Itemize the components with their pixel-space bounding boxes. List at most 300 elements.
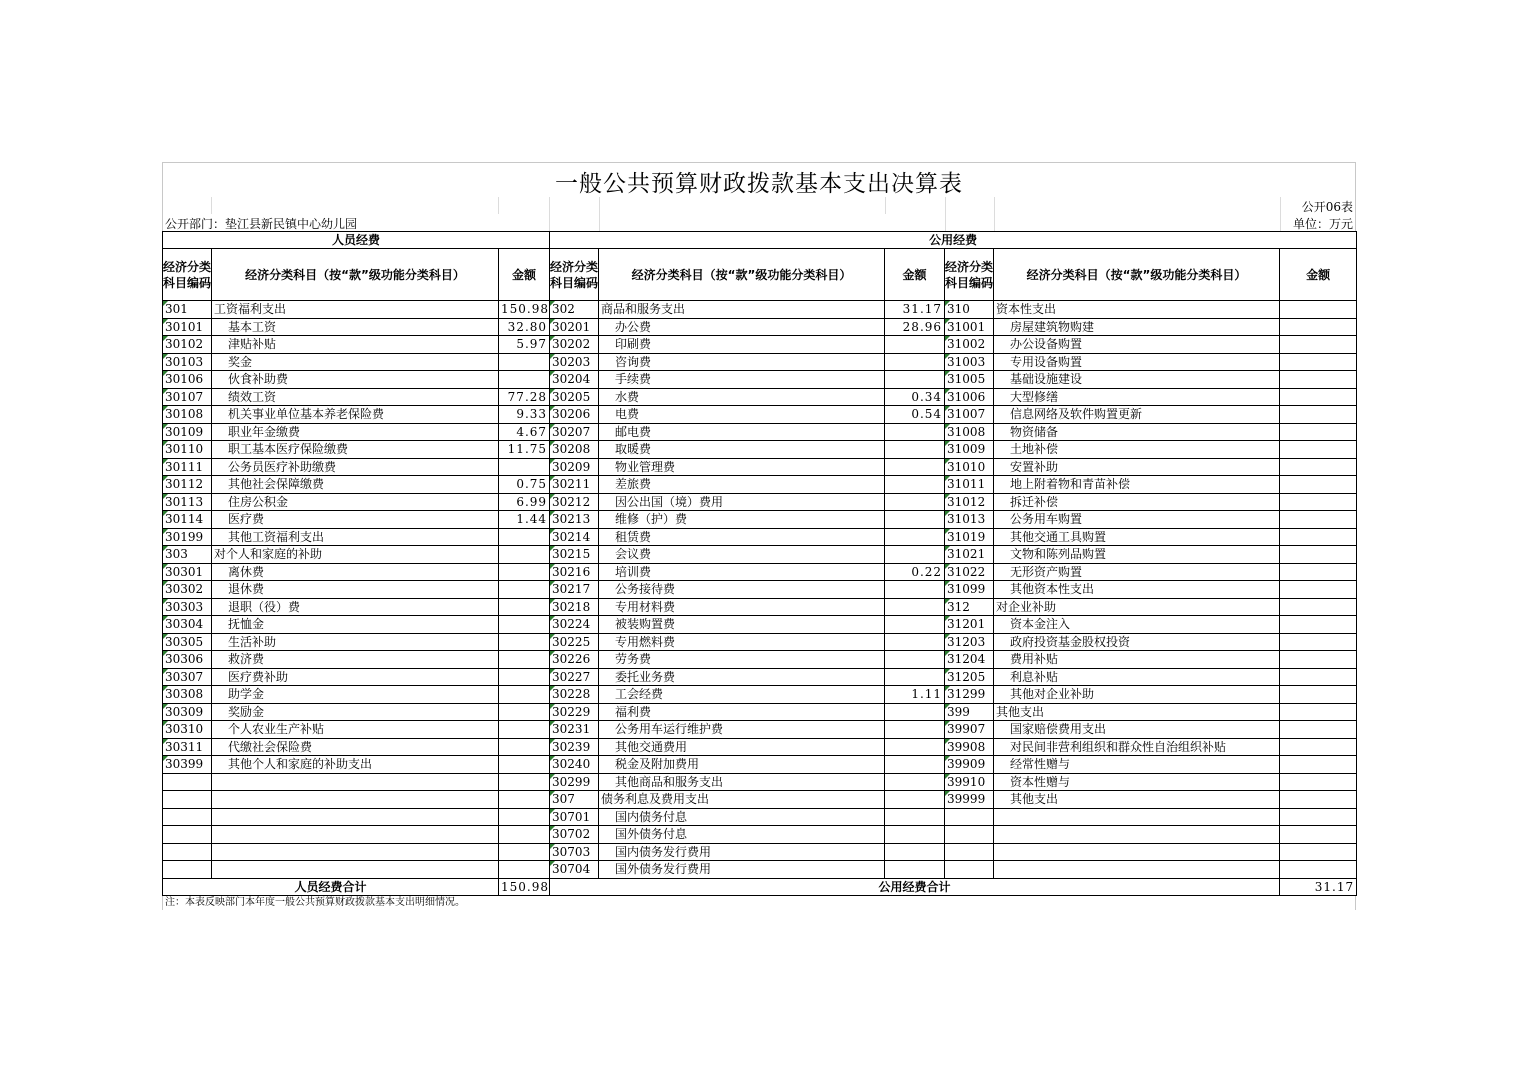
- row-amount: [1280, 301, 1357, 319]
- row-amount: [499, 563, 550, 581]
- col-header-code: 经济分类科目编码: [945, 249, 994, 301]
- row-amount: [499, 703, 550, 721]
- row-code: 30202: [550, 336, 599, 354]
- table-row: [163, 476, 1357, 494]
- col-header-name: 经济分类科目（按“款”级功能分类科目）: [599, 249, 885, 301]
- row-amount: [885, 791, 945, 809]
- unit-label: 单位：万元: [1292, 217, 1353, 231]
- row-item-name: 对个人和家庭的补助: [212, 546, 499, 564]
- row-amount: 9.33: [499, 406, 550, 424]
- row-code: 30114: [163, 511, 212, 529]
- row-amount: [885, 616, 945, 634]
- row-amount: [1280, 458, 1357, 476]
- row-amount: 6.99: [499, 493, 550, 511]
- row-code: 31022: [945, 563, 994, 581]
- row-amount: [1280, 388, 1357, 406]
- row-item-name: 资本性赠与: [994, 773, 1280, 791]
- row-amount: 0.54: [885, 406, 945, 424]
- row-code: [945, 861, 994, 879]
- row-amount: [1280, 441, 1357, 459]
- row-amount: 0.75: [499, 476, 550, 494]
- row-amount: [885, 511, 945, 529]
- row-code: 30306: [163, 651, 212, 669]
- row-item-name: [994, 843, 1280, 861]
- table-row: [163, 721, 1357, 739]
- row-amount: [885, 423, 945, 441]
- row-code: 31205: [945, 668, 994, 686]
- table-number-row: [162, 197, 1356, 214]
- row-item-name: 资本金注入: [994, 616, 1280, 634]
- row-code: 30215: [550, 546, 599, 564]
- row-amount: [1280, 808, 1357, 826]
- row-item-name: 退职（役）费: [212, 598, 499, 616]
- row-code: 31007: [945, 406, 994, 424]
- table-row: [163, 388, 1357, 406]
- row-amount: [885, 861, 945, 879]
- row-item-name: 基础设施建设: [994, 371, 1280, 389]
- row-item-name: [212, 861, 499, 879]
- row-amount: 1.44: [499, 511, 550, 529]
- table-row: [163, 546, 1357, 564]
- row-code: 30214: [550, 528, 599, 546]
- row-item-name: 国外债务发行费用: [599, 861, 885, 879]
- row-code: 39999: [945, 791, 994, 809]
- row-code: 31019: [945, 528, 994, 546]
- row-code: 30227: [550, 668, 599, 686]
- row-amount: [499, 353, 550, 371]
- row-code: 30208: [550, 441, 599, 459]
- row-item-name: 办公费: [599, 318, 885, 336]
- row-item-name: 国内债务付息: [599, 808, 885, 826]
- row-item-name: 救济费: [212, 651, 499, 669]
- row-item-name: 其他社会保障缴费: [212, 476, 499, 494]
- row-amount: [1280, 546, 1357, 564]
- row-amount: [1280, 563, 1357, 581]
- group-header-personnel: 人员经费: [163, 232, 550, 249]
- row-item-name: 津贴补贴: [212, 336, 499, 354]
- row-item-name: 离休费: [212, 563, 499, 581]
- row-item-name: 其他工资福利支出: [212, 528, 499, 546]
- table-row: [163, 441, 1357, 459]
- table-row: [163, 301, 1357, 319]
- row-item-name: 信息网络及软件购置更新: [994, 406, 1280, 424]
- row-amount: 77.28: [499, 388, 550, 406]
- row-item-name: 物资储备: [994, 423, 1280, 441]
- row-amount: [499, 546, 550, 564]
- table-row: [163, 703, 1357, 721]
- row-item-name: 取暖费: [599, 441, 885, 459]
- row-item-name: 利息补贴: [994, 668, 1280, 686]
- row-amount: [885, 721, 945, 739]
- row-amount: [499, 861, 550, 879]
- row-code: 39907: [945, 721, 994, 739]
- row-amount: [1280, 773, 1357, 791]
- col-header-code: 经济分类科目编码: [163, 249, 212, 301]
- row-item-name: 其他交通工具购置: [994, 528, 1280, 546]
- row-amount: [499, 756, 550, 774]
- row-code: [945, 808, 994, 826]
- row-code: 30303: [163, 598, 212, 616]
- row-item-name: 工资福利支出: [212, 301, 499, 319]
- row-amount: [1280, 616, 1357, 634]
- row-amount: [885, 633, 945, 651]
- row-code: 303: [163, 546, 212, 564]
- row-code: 301: [163, 301, 212, 319]
- row-item-name: 维修（护）费: [599, 511, 885, 529]
- row-item-name: 基本工资: [212, 318, 499, 336]
- row-amount: [499, 598, 550, 616]
- table-row: [163, 668, 1357, 686]
- row-code: 31204: [945, 651, 994, 669]
- row-item-name: 政府投资基金股权投资: [994, 633, 1280, 651]
- row-code: 30106: [163, 371, 212, 389]
- row-amount: 31.17: [885, 301, 945, 319]
- row-amount: [499, 791, 550, 809]
- row-amount: [885, 651, 945, 669]
- row-item-name: 福利费: [599, 703, 885, 721]
- row-amount: 28.96: [885, 318, 945, 336]
- row-amount: [499, 808, 550, 826]
- row-item-name: 职工基本医疗保险缴费: [212, 441, 499, 459]
- row-code: 30110: [163, 441, 212, 459]
- row-item-name: 其他支出: [994, 791, 1280, 809]
- row-code: 30229: [550, 703, 599, 721]
- row-amount: [1280, 476, 1357, 494]
- row-code: 30201: [550, 318, 599, 336]
- row-amount: [1280, 633, 1357, 651]
- row-code: 30211: [550, 476, 599, 494]
- table-row: [163, 738, 1357, 756]
- row-code: 31299: [945, 686, 994, 704]
- table-row: [163, 371, 1357, 389]
- row-code: 39908: [945, 738, 994, 756]
- row-item-name: 个人农业生产补贴: [212, 721, 499, 739]
- row-code: 30311: [163, 738, 212, 756]
- row-item-name: 其他交通费用: [599, 738, 885, 756]
- row-code: [163, 843, 212, 861]
- row-item-name: 无形资产购置: [994, 563, 1280, 581]
- row-code: 31006: [945, 388, 994, 406]
- row-code: 30102: [163, 336, 212, 354]
- row-item-name: [212, 826, 499, 844]
- row-item-name: 专用燃料费: [599, 633, 885, 651]
- row-amount: [1280, 843, 1357, 861]
- row-item-name: 抚恤金: [212, 616, 499, 634]
- table-row: [163, 318, 1357, 336]
- row-code: 39909: [945, 756, 994, 774]
- row-amount: [499, 773, 550, 791]
- table-row: [163, 336, 1357, 354]
- table-row: [163, 843, 1357, 861]
- row-amount: 0.34: [885, 388, 945, 406]
- row-item-name: 专用设备购置: [994, 353, 1280, 371]
- row-amount: [885, 738, 945, 756]
- row-code: 30204: [550, 371, 599, 389]
- row-code: 30239: [550, 738, 599, 756]
- row-code: 30224: [550, 616, 599, 634]
- row-amount: [499, 721, 550, 739]
- row-item-name: [994, 826, 1280, 844]
- row-amount: [885, 458, 945, 476]
- row-item-name: 税金及附加费用: [599, 756, 885, 774]
- row-amount: 0.22: [885, 563, 945, 581]
- row-amount: [1280, 721, 1357, 739]
- row-code: 30305: [163, 633, 212, 651]
- row-code: 30231: [550, 721, 599, 739]
- row-code: 30702: [550, 826, 599, 844]
- row-item-name: 退休费: [212, 581, 499, 599]
- row-item-name: 会议费: [599, 546, 885, 564]
- col-header-amount: 金额: [1280, 249, 1357, 301]
- row-amount: [1280, 861, 1357, 879]
- row-item-name: 咨询费: [599, 353, 885, 371]
- row-code: 30218: [550, 598, 599, 616]
- row-item-name: 土地补偿: [994, 441, 1280, 459]
- row-code: 31003: [945, 353, 994, 371]
- row-amount: [885, 703, 945, 721]
- row-code: 30225: [550, 633, 599, 651]
- row-item-name: 安置补助: [994, 458, 1280, 476]
- row-code: 30240: [550, 756, 599, 774]
- row-amount: [1280, 686, 1357, 704]
- table-row: [163, 861, 1357, 879]
- expenditure-table: [162, 231, 1357, 896]
- row-item-name: 其他支出: [994, 703, 1280, 721]
- row-item-name: 国内债务发行费用: [599, 843, 885, 861]
- row-code: 31009: [945, 441, 994, 459]
- row-item-name: 债务利息及费用支出: [599, 791, 885, 809]
- row-code: [163, 826, 212, 844]
- total-public-label: 公用经费合计: [550, 878, 1280, 896]
- row-item-name: 其他个人和家庭的补助支出: [212, 756, 499, 774]
- row-item-name: 国家赔偿费用支出: [994, 721, 1280, 739]
- row-item-name: 绩效工资: [212, 388, 499, 406]
- row-amount: [885, 371, 945, 389]
- row-amount: [499, 651, 550, 669]
- row-code: 30310: [163, 721, 212, 739]
- row-item-name: 资本性支出: [994, 301, 1280, 319]
- row-code: 30213: [550, 511, 599, 529]
- row-code: 30209: [550, 458, 599, 476]
- table-row: [163, 353, 1357, 371]
- row-item-name: 伙食补助费: [212, 371, 499, 389]
- row-item-name: 工会经费: [599, 686, 885, 704]
- row-amount: [499, 738, 550, 756]
- row-amount: [499, 371, 550, 389]
- row-code: 307: [550, 791, 599, 809]
- row-item-name: 差旅费: [599, 476, 885, 494]
- row-item-name: [212, 843, 499, 861]
- row-item-name: 房屋建筑物购建: [994, 318, 1280, 336]
- row-code: 399: [945, 703, 994, 721]
- row-item-name: 奖励金: [212, 703, 499, 721]
- row-code: 30107: [163, 388, 212, 406]
- row-amount: [1280, 528, 1357, 546]
- table-body: [163, 301, 1357, 879]
- table-row: [163, 791, 1357, 809]
- row-amount: [885, 843, 945, 861]
- row-item-name: 商品和服务支出: [599, 301, 885, 319]
- row-code: 30206: [550, 406, 599, 424]
- table-row: [163, 511, 1357, 529]
- row-code: [163, 773, 212, 791]
- row-code: 31021: [945, 546, 994, 564]
- table-row: [163, 686, 1357, 704]
- table-row: [163, 423, 1357, 441]
- table-row: [163, 616, 1357, 634]
- total-personnel-amount: 150.98: [499, 878, 550, 896]
- row-code: 30212: [550, 493, 599, 511]
- row-item-name: 职业年金缴费: [212, 423, 499, 441]
- row-amount: [499, 843, 550, 861]
- row-amount: 150.98: [499, 301, 550, 319]
- row-code: 30701: [550, 808, 599, 826]
- row-code: [945, 826, 994, 844]
- row-item-name: 公务员医疗补助缴费: [212, 458, 499, 476]
- row-code: 312: [945, 598, 994, 616]
- row-item-name: [212, 791, 499, 809]
- row-item-name: 费用补贴: [994, 651, 1280, 669]
- row-code: 30703: [550, 843, 599, 861]
- row-item-name: 因公出国（境）费用: [599, 493, 885, 511]
- row-code: [163, 808, 212, 826]
- table-row: [163, 528, 1357, 546]
- row-item-name: [212, 808, 499, 826]
- row-code: 30299: [550, 773, 599, 791]
- row-amount: [885, 668, 945, 686]
- table-row: [163, 826, 1357, 844]
- row-amount: [1280, 738, 1357, 756]
- row-code: 31099: [945, 581, 994, 599]
- table-number: 公开06表: [1301, 200, 1353, 214]
- row-amount: [1280, 668, 1357, 686]
- table-row: [163, 493, 1357, 511]
- row-code: 310: [945, 301, 994, 319]
- row-item-name: 其他对企业补助: [994, 686, 1280, 704]
- row-amount: 1.11: [885, 686, 945, 704]
- row-amount: [499, 458, 550, 476]
- row-item-name: 被装购置费: [599, 616, 885, 634]
- row-item-name: 公务用车运行维护费: [599, 721, 885, 739]
- row-item-name: 公务接待费: [599, 581, 885, 599]
- row-code: 30704: [550, 861, 599, 879]
- row-code: 31010: [945, 458, 994, 476]
- row-item-name: 国外债务付息: [599, 826, 885, 844]
- row-item-name: 委托业务费: [599, 668, 885, 686]
- table-row: [163, 406, 1357, 424]
- row-code: 30113: [163, 493, 212, 511]
- row-code: 30301: [163, 563, 212, 581]
- row-amount: [1280, 493, 1357, 511]
- table-row: [163, 633, 1357, 651]
- row-amount: [499, 668, 550, 686]
- row-code: 31001: [945, 318, 994, 336]
- row-item-name: 水费: [599, 388, 885, 406]
- row-amount: [499, 633, 550, 651]
- row-item-name: 印刷费: [599, 336, 885, 354]
- row-code: 31012: [945, 493, 994, 511]
- row-code: 30304: [163, 616, 212, 634]
- row-amount: [1280, 791, 1357, 809]
- row-item-name: 物业管理费: [599, 458, 885, 476]
- row-item-name: 邮电费: [599, 423, 885, 441]
- row-item-name: 其他资本性支出: [994, 581, 1280, 599]
- row-item-name: 办公设备购置: [994, 336, 1280, 354]
- row-item-name: [994, 861, 1280, 879]
- row-item-name: 代缴社会保险费: [212, 738, 499, 756]
- group-header-public: 公用经费: [550, 232, 1357, 249]
- row-item-name: 对民间非营利组织和群众性自治组织补贴: [994, 738, 1280, 756]
- row-amount: [1280, 826, 1357, 844]
- table-row: [163, 581, 1357, 599]
- title-row: [162, 162, 1356, 197]
- row-item-name: 文物和陈列品购置: [994, 546, 1280, 564]
- table-row: [163, 651, 1357, 669]
- row-code: 30199: [163, 528, 212, 546]
- row-code: 31002: [945, 336, 994, 354]
- row-amount: [885, 598, 945, 616]
- row-amount: [1280, 423, 1357, 441]
- row-amount: [1280, 511, 1357, 529]
- row-code: 31203: [945, 633, 994, 651]
- row-amount: [1280, 336, 1357, 354]
- row-amount: [1280, 406, 1357, 424]
- row-code: 30108: [163, 406, 212, 424]
- row-code: 31005: [945, 371, 994, 389]
- row-code: 39910: [945, 773, 994, 791]
- row-amount: [499, 686, 550, 704]
- table-row: [163, 458, 1357, 476]
- row-item-name: 培训费: [599, 563, 885, 581]
- row-code: [945, 843, 994, 861]
- row-amount: 4.67: [499, 423, 550, 441]
- row-item-name: 助学金: [212, 686, 499, 704]
- row-item-name: 公务用车购置: [994, 511, 1280, 529]
- row-code: 30203: [550, 353, 599, 371]
- row-amount: 32.80: [499, 318, 550, 336]
- row-amount: [885, 756, 945, 774]
- row-code: 30308: [163, 686, 212, 704]
- row-item-name: [212, 773, 499, 791]
- row-amount: [499, 616, 550, 634]
- row-code: 30207: [550, 423, 599, 441]
- row-item-name: 拆迁补偿: [994, 493, 1280, 511]
- row-code: 30205: [550, 388, 599, 406]
- row-amount: [1280, 756, 1357, 774]
- row-amount: [1280, 598, 1357, 616]
- row-item-name: 生活补助: [212, 633, 499, 651]
- table-row: [163, 808, 1357, 826]
- row-amount: [1280, 353, 1357, 371]
- row-code: 30101: [163, 318, 212, 336]
- row-code: 30112: [163, 476, 212, 494]
- department-row: [162, 214, 1356, 231]
- table-row: [163, 756, 1357, 774]
- row-code: 30226: [550, 651, 599, 669]
- row-amount: [1280, 703, 1357, 721]
- department-label: 公开部门：垫江县新民镇中心幼儿园: [165, 217, 358, 231]
- row-item-name: 电费: [599, 406, 885, 424]
- row-item-name: 手续费: [599, 371, 885, 389]
- total-row: [163, 878, 1357, 896]
- row-amount: [499, 581, 550, 599]
- row-item-name: 租赁费: [599, 528, 885, 546]
- row-code: 31011: [945, 476, 994, 494]
- row-item-name: 医疗费补助: [212, 668, 499, 686]
- row-item-name: 地上附着物和青苗补偿: [994, 476, 1280, 494]
- row-amount: [1280, 651, 1357, 669]
- row-item-name: 机关事业单位基本养老保险费: [212, 406, 499, 424]
